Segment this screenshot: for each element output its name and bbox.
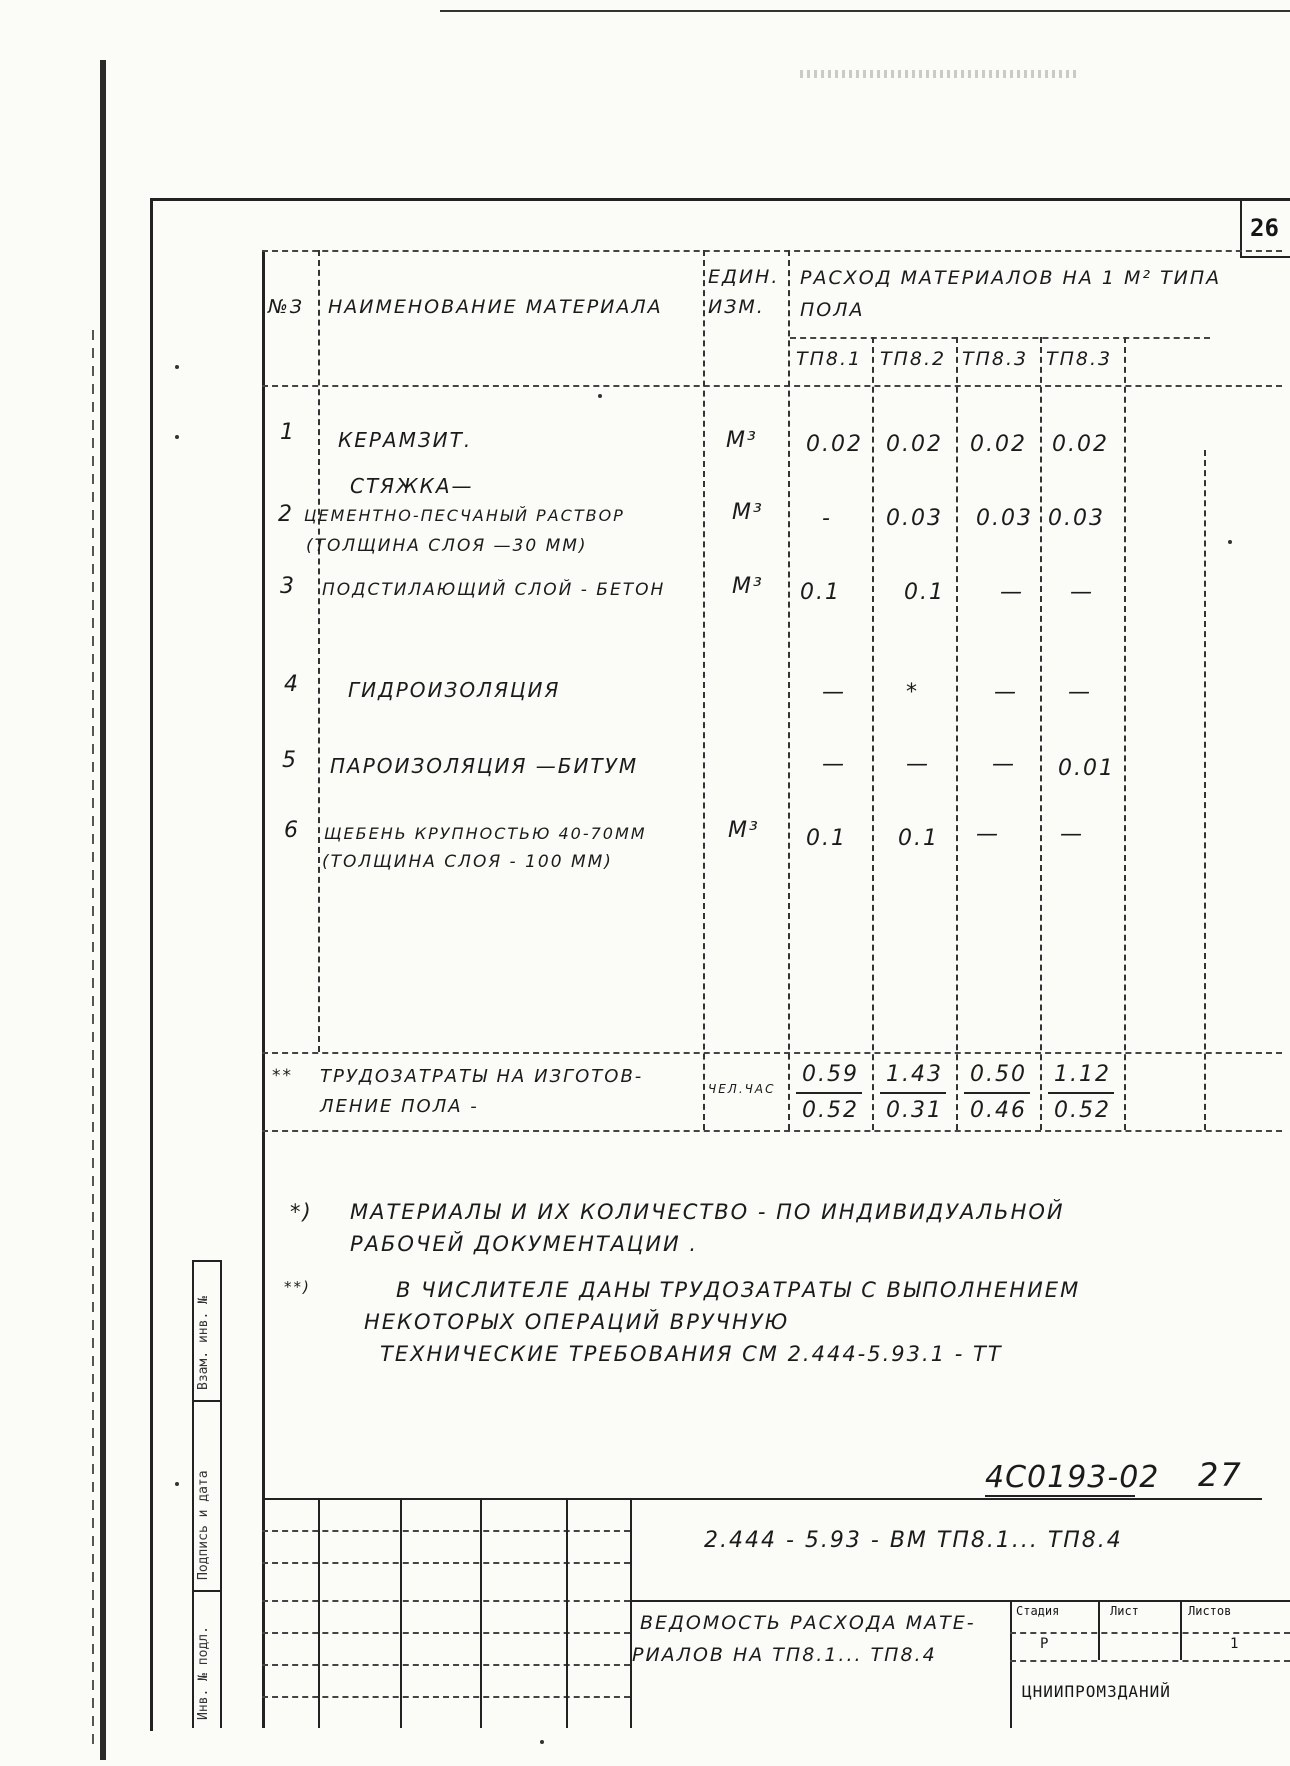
row-no: 6: [284, 818, 300, 843]
row-material: (ТОЛЩИНА СЛОЯ - 100 ММ): [322, 852, 613, 872]
col-divider-t2: [956, 337, 958, 1130]
row-material: СТЯЖКА—: [350, 474, 474, 498]
table-frame-left: [262, 250, 1290, 1728]
document-title: ВЕДОМОСТЬ РАСХОДА МАТЕ-: [640, 1612, 976, 1634]
labor-numerator: 1.12: [1054, 1062, 1111, 1087]
row-value: —: [1000, 580, 1024, 605]
labor-mark: **: [272, 1066, 293, 1086]
row-value: 0.03: [976, 506, 1033, 531]
row-material: ПОДСТИЛАЮЩИЙ СЛОЙ - БЕТОН: [322, 580, 666, 600]
labor-denominator: 0.52: [1054, 1098, 1111, 1123]
fraction-bar: [880, 1092, 946, 1094]
row-value: 0.1: [800, 580, 841, 605]
col-divider-t4: [1124, 337, 1126, 1130]
row-value: 0.02: [1052, 432, 1109, 457]
row-value: 0.1: [904, 580, 945, 605]
stamp-grid-rule: [1010, 1632, 1290, 1634]
note-2-text: В ЧИСЛИТЕЛЕ ДАНЫ ТРУДОЗАТРАТЫ С ВЫПОЛНЕНИЕМ: [396, 1278, 1081, 1302]
type-header-1: ТП8.1: [796, 348, 863, 370]
labor-unit: ЧЕЛ.ЧАС: [708, 1082, 776, 1096]
row-material: ЩЕБЕНЬ КРУПНОСТЬЮ 40-70ММ: [324, 824, 647, 843]
stamp-grid-col: [1180, 1600, 1182, 1660]
labor-label: ТРУДОЗАТРАТЫ НА ИЗГОТОВ-: [320, 1066, 644, 1087]
col-divider-t3: [1040, 337, 1042, 1130]
scan-smudge: [800, 70, 1080, 78]
row-value: 0.1: [898, 826, 939, 851]
row-value: —: [1060, 822, 1084, 847]
row-value: —: [822, 680, 846, 705]
row-value: 0.01: [1058, 756, 1115, 781]
row-material: ГИДРОИЗОЛЯЦИЯ: [348, 678, 561, 702]
row-unit: М³: [728, 818, 760, 843]
type-header-3: ТП8.3: [962, 348, 1029, 370]
title-block-rule: [630, 1600, 1290, 1602]
tech-requirements: ТЕХНИЧЕСКИЕ ТРЕБОВАНИЯ СМ 2.444-5.93.1 - ТТ: [380, 1342, 1003, 1366]
labor-numerator: 0.59: [802, 1062, 859, 1087]
col-divider-name: [703, 250, 705, 1130]
stamp-grid-col: [630, 1498, 632, 1728]
col-divider-unit: [788, 250, 790, 1130]
sheets-label: Листов: [1188, 1604, 1232, 1618]
header-bottom-rule: [262, 385, 1282, 387]
row-value: 0.03: [1048, 506, 1105, 531]
code-underline: [985, 1495, 1135, 1497]
side-strip-rule: [192, 1260, 220, 1262]
side-strip-rule: [192, 1590, 220, 1592]
page-number: 26: [1250, 214, 1279, 242]
row-unit: М³: [726, 428, 758, 453]
row-material: КЕРАМЗИТ.: [338, 428, 473, 452]
row-unit: М³: [732, 500, 764, 525]
side-strip-border: [220, 1260, 222, 1728]
row-unit: М³: [732, 574, 764, 599]
row-value: —: [1068, 680, 1092, 705]
scan-speck: [175, 365, 179, 369]
col-divider-t5: [1204, 450, 1206, 1130]
binding-edge-dashes: [92, 330, 94, 1750]
scan-speck: [1228, 540, 1232, 544]
table-bottom-rule: [262, 1130, 1282, 1132]
note-1-mark: *): [290, 1200, 313, 1224]
row-value: -: [822, 506, 832, 531]
row-no: 1: [280, 420, 296, 445]
scan-speck: [175, 1482, 179, 1486]
sheets-value: 1: [1230, 1636, 1239, 1652]
fraction-bar: [964, 1092, 1030, 1094]
col-header-no: №З: [268, 296, 304, 318]
fraction-bar: [796, 1092, 862, 1094]
stamp-grid-col: [566, 1498, 568, 1728]
row-value: 0.1: [806, 826, 847, 851]
col-header-unit: ЕДИН. ИЗМ.: [708, 266, 780, 318]
side-label: Подпись и дата: [196, 1470, 211, 1580]
stage-value: Р: [1040, 1636, 1049, 1652]
stamp-grid-rule: [1010, 1660, 1290, 1662]
top-border-line: [440, 10, 1290, 12]
labor-top-rule: [262, 1052, 1282, 1054]
note-1-text: МАТЕРИАЛЫ И ИХ КОЛИЧЕСТВО - ПО ИНДИВИДУАЛЬНОЙ: [350, 1200, 1065, 1224]
consumption-header: РАСХОД МАТЕРИАЛОВ НА 1 М² ТИПА ПОЛА: [800, 267, 1222, 321]
row-value: —: [994, 680, 1018, 705]
labor-numerator: 0.50: [970, 1062, 1027, 1087]
stamp-grid-col: [400, 1498, 402, 1728]
sheet-label: Лист: [1110, 1604, 1139, 1618]
col-divider-t1: [872, 337, 874, 1130]
row-value: 0.03: [886, 506, 943, 531]
row-value: 0.02: [806, 432, 863, 457]
note-2-text: НЕКОТОРЫХ ОПЕРАЦИЙ ВРУЧНУЮ: [364, 1310, 790, 1334]
table-top-rule: [262, 250, 1282, 252]
labor-denominator: 0.52: [802, 1098, 859, 1123]
title-block-top: [262, 1498, 1262, 1500]
scan-speck: [175, 435, 179, 439]
binding-edge: [100, 60, 106, 1760]
row-material: ПАРОИЗОЛЯЦИЯ —БИТУМ: [330, 754, 639, 778]
row-value: 0.02: [886, 432, 943, 457]
note-2-mark: **): [284, 1278, 311, 1296]
row-value: *: [906, 680, 919, 705]
note-1-text: РАБОЧЕЙ ДОКУМЕНТАЦИИ .: [350, 1232, 699, 1256]
organization-name: ЦНИИПРОМЗДАНИЙ: [1022, 1682, 1171, 1701]
scan-speck: [540, 1740, 544, 1744]
types-rule: [790, 337, 1210, 339]
side-strip-border: [192, 1260, 194, 1728]
scan-speck: [598, 394, 602, 398]
handwritten-code: 4С0193-02: [985, 1460, 1160, 1495]
type-header-2: ТП8.2: [880, 348, 947, 370]
row-value: —: [992, 752, 1016, 777]
row-no: 5: [282, 748, 298, 773]
stamp-grid-col: [1098, 1600, 1100, 1660]
handwritten-number: 27: [1198, 1456, 1243, 1494]
row-value: 0.02: [970, 432, 1027, 457]
side-label: Инв. № подл.: [196, 1626, 211, 1720]
fraction-bar: [1048, 1092, 1114, 1094]
col-header-name: НАИМЕНОВАНИЕ МАТЕРИАЛА: [328, 296, 663, 318]
row-material: (ТОЛЩИНА СЛОЯ —30 ММ): [306, 536, 588, 556]
row-no: 4: [284, 672, 300, 697]
row-value: —: [822, 752, 846, 777]
labor-denominator: 0.46: [970, 1098, 1027, 1123]
stamp-grid-col: [318, 1498, 320, 1728]
side-label: Взам. инв. №: [196, 1296, 211, 1390]
stamp-grid-col: [1010, 1600, 1012, 1728]
row-material: ЦЕМЕНТНО-ПЕСЧАНЫЙ РАСТВОР: [304, 506, 625, 525]
labor-denominator: 0.31: [886, 1098, 943, 1123]
document-title: РИАЛОВ НА ТП8.1... ТП8.4: [632, 1644, 937, 1666]
col-divider-no: [318, 250, 320, 1052]
side-strip-rule: [192, 1400, 220, 1402]
row-value: —: [976, 822, 1000, 847]
type-header-4: ТП8.3: [1046, 348, 1113, 370]
row-no: 2: [278, 502, 294, 527]
row-value: —: [1070, 580, 1094, 605]
stamp-grid-col: [480, 1498, 482, 1728]
stage-label: Стадия: [1016, 1604, 1060, 1618]
document-code: 2.444 - 5.93 - ВМ ТП8.1... ТП8.4: [704, 1528, 1123, 1553]
row-no: 3: [280, 574, 296, 599]
row-value: —: [906, 752, 930, 777]
labor-numerator: 1.43: [886, 1062, 943, 1087]
labor-label: ЛЕНИЕ ПОЛА -: [320, 1096, 479, 1117]
